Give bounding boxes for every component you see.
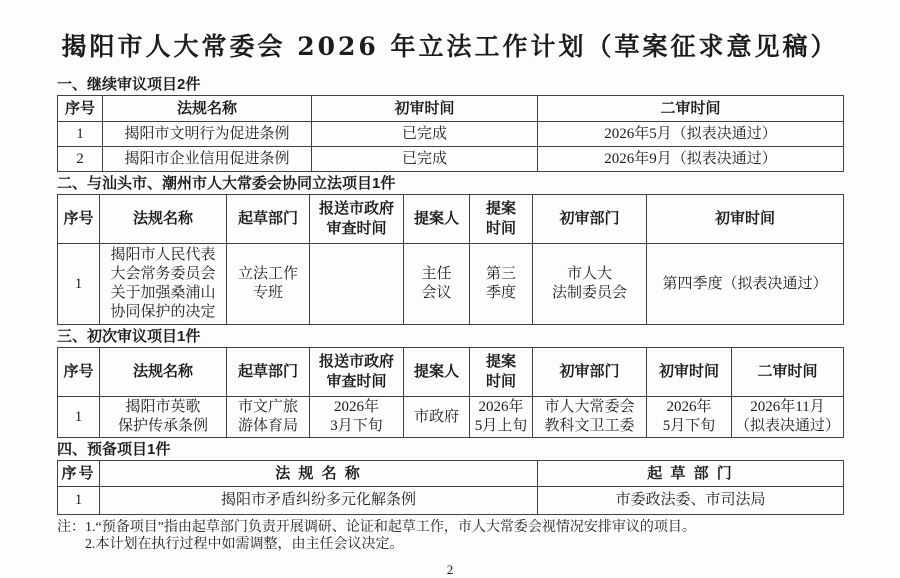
table-cell: 已完成: [312, 147, 538, 172]
table-cell: 主任 会议: [404, 244, 470, 325]
table-cell: 2026年9月（拟表决通过）: [538, 147, 844, 172]
table-row: [58, 147, 844, 172]
header-cell-first-review-dept: 初审部门: [533, 348, 647, 397]
header-cell-proposal-time: 提案 时间: [470, 348, 533, 397]
header-cell-first-review-time: 初审时间: [647, 195, 844, 244]
table-cell: 2026年 3月下旬: [310, 397, 404, 438]
table-cell: 市人大 法制委员会: [533, 244, 647, 325]
header-cell-law-name: 法规名称: [103, 96, 312, 122]
table-cell: 市文广旅 游体育局: [227, 397, 310, 438]
table-header-row: [58, 461, 844, 487]
section1-heading: 一、继续审议项目2件: [57, 76, 201, 93]
header-cell-submit-review-time: 报送市政府 审查时间: [310, 348, 404, 397]
header-cell-seq: 序号: [58, 96, 103, 122]
table-cell: 1: [58, 397, 100, 438]
table-continued-review-items: [57, 95, 844, 172]
table-cell: 2026年 5月上旬: [470, 397, 533, 438]
notes: [57, 519, 843, 553]
section3-heading: 三、初次审议项目1件: [57, 328, 201, 345]
header-cell-proposal-time: 提案 时间: [470, 195, 533, 244]
table-first-review-items: [57, 347, 844, 438]
document-title: 揭阳市人大常委会 2026 年立法工作计划（草案征求意见稿）: [61, 32, 839, 61]
header-cell-first-review-time: 初审时间: [647, 348, 732, 397]
table-preparatory-items: [57, 460, 844, 515]
section4-heading: 四、预备项目1件: [57, 441, 171, 458]
header-cell-first-review-dept: 初审部门: [533, 195, 647, 244]
header-cell-proposer: 提案人: [404, 195, 470, 244]
header-cell-law-name: 法规名称: [100, 195, 227, 244]
table-row: [58, 122, 844, 147]
header-cell-drafting-dept: 起草部门: [227, 195, 310, 244]
table-header-row: [58, 348, 844, 397]
note-line-2: 2.本计划在执行过程中如需调整，由主任会议决定。: [85, 537, 404, 552]
table-row: [58, 397, 844, 438]
table-collaborative-legislation-items: [57, 194, 844, 325]
header-cell-law-name: 法 规 名 称: [100, 461, 538, 487]
table-cell: 市委政法委、市司法局: [538, 487, 844, 515]
table-cell: 第四季度（拟表决通过）: [647, 244, 844, 325]
header-cell-drafting-dept: 起 草 部 门: [538, 461, 844, 487]
table-row: [58, 487, 844, 515]
header-cell-seq: 序号: [58, 348, 100, 397]
table-cell: 2026年11月 （拟表决通过）: [732, 397, 844, 438]
section2-heading: 二、与汕头市、潮州市人大常委会协同立法项目1件: [57, 175, 396, 192]
header-cell-submit-review-time: 报送市政府 审查时间: [310, 195, 404, 244]
table-cell: 市人大常委会 教科文卫工委: [533, 397, 647, 438]
table-cell: 揭阳市人民代表 大会常务委员会 关于加强桑浦山 协同保护的决定: [100, 244, 227, 325]
table-cell: 立法工作 专班: [227, 244, 310, 325]
header-cell-proposer: 提案人: [404, 348, 470, 397]
header-cell-second-review-time: 二审时间: [732, 348, 844, 397]
table-cell: 揭阳市企业信用促进条例: [103, 147, 312, 172]
table-cell: 揭阳市英歌 保护传承条例: [100, 397, 227, 438]
table-cell: 1: [58, 487, 100, 515]
table-cell: [310, 244, 404, 325]
header-cell-seq: 序号: [58, 195, 100, 244]
header-cell-first-review-time: 初审时间: [312, 96, 538, 122]
table-header-row: [58, 96, 844, 122]
note-line-1: 注：1.“预备项目”指由起草部门负责开展调研、论证和起草工作，市人大常委会视情况安排审议的项目。: [57, 520, 696, 535]
header-cell-second-review-time: 二审时间: [538, 96, 844, 122]
table-cell: 2026年 5月下旬: [647, 397, 732, 438]
header-cell-law-name: 法规名称: [100, 348, 227, 397]
table-header-row: [58, 195, 844, 244]
table-cell: 第三 季度: [470, 244, 533, 325]
table-cell: 1: [58, 122, 103, 147]
table-cell: 1: [58, 244, 100, 325]
table-cell: 2: [58, 147, 103, 172]
page-number: 2: [446, 562, 454, 577]
table-cell: 市政府: [404, 397, 470, 438]
header-cell-seq: 序号: [58, 461, 100, 487]
table-cell: 已完成: [312, 122, 538, 147]
table-cell: 揭阳市文明行为促进条例: [103, 122, 312, 147]
header-cell-drafting-dept: 起草部门: [227, 348, 310, 397]
table-row: [58, 244, 844, 325]
table-cell: 2026年5月（拟表决通过）: [538, 122, 844, 147]
table-cell: 揭阳市矛盾纠纷多元化解条例: [100, 487, 538, 515]
